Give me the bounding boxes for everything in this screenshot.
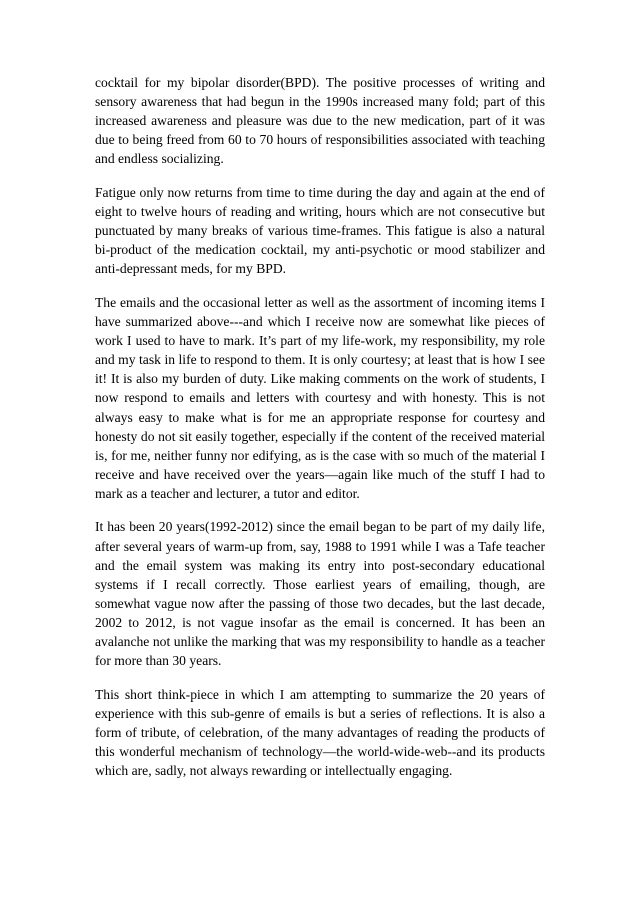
paragraph-3: The emails and the occasional letter as well as the assortment of incoming items I have summarized above---and which I receive now are somewhat like pieces of work I used to have to mark. It’s part of my life-work, my responsibility, my role and my task in life to respond to them. It is only courtesy; at least that is how I see it! It is also my burden of duty. Like making comments on the work of students, I now respond to emails and letters with courtesy and with honesty. This is not always easy to make what is for me an appropriate response for courtesy and honesty do not sit easily together, especially if the content of the received material is, for me, neither funny nor edifying, as is the case with so much of the material I receive and have received over the years—again like much of the stuff I had to mark as a teacher and lecturer, a tutor and editor. [95,294,545,501]
document-page [95,73,545,795]
paragraph-2: Fatigue only now returns from time to time during the day and again at the end of eight to twelve hours of reading and writing, hours which are not consecutive but punctuated by many breaks of various time-frames. This fatigue is also a natural bi-product of the medication cocktail, my anti-psychotic or mood stabilizer and anti-depressant meds, for my BPD. [95,184,545,277]
paragraph-4: It has been 20 years(1992-2012) since the email began to be part of my daily life, after several years of warm-up from, say, 1988 to 1991 while I was a Tafe teacher and the email system was making its entry into post-secondary educational systems if I recall correctly. Those earliest years of emailing, though, are somewhat vague now after the passing of those two decades, but the last decade, 2002 to 2012, is not vague insofar as the email is concerned. It has been an avalanche not unlike the marking that was my responsibility to handle as a teacher for more than 30 years. [95,519,545,669]
paragraph-5: This short think-piece in which I am attempting to summarize the 20 years of experience with this sub-genre of emails is but a series of reflections. It is also a form of tribute, of celebration, of the many advantages of reading the products of this wonderful mechanism of technology—the world-wide-web--and its products which are, sadly, not always rewarding or intellectually engaging. [95,686,545,779]
paragraph-1: cocktail for my bipolar disorder(BPD). The positive processes of writing and sensory awareness that had begun in the 1990s increased many fold; part of this increased awareness and pleasure was due to the new medication, part of it was due to being freed from 60 to 70 hours of responsibilities associated with teaching and endless socializing. [95,75,545,167]
